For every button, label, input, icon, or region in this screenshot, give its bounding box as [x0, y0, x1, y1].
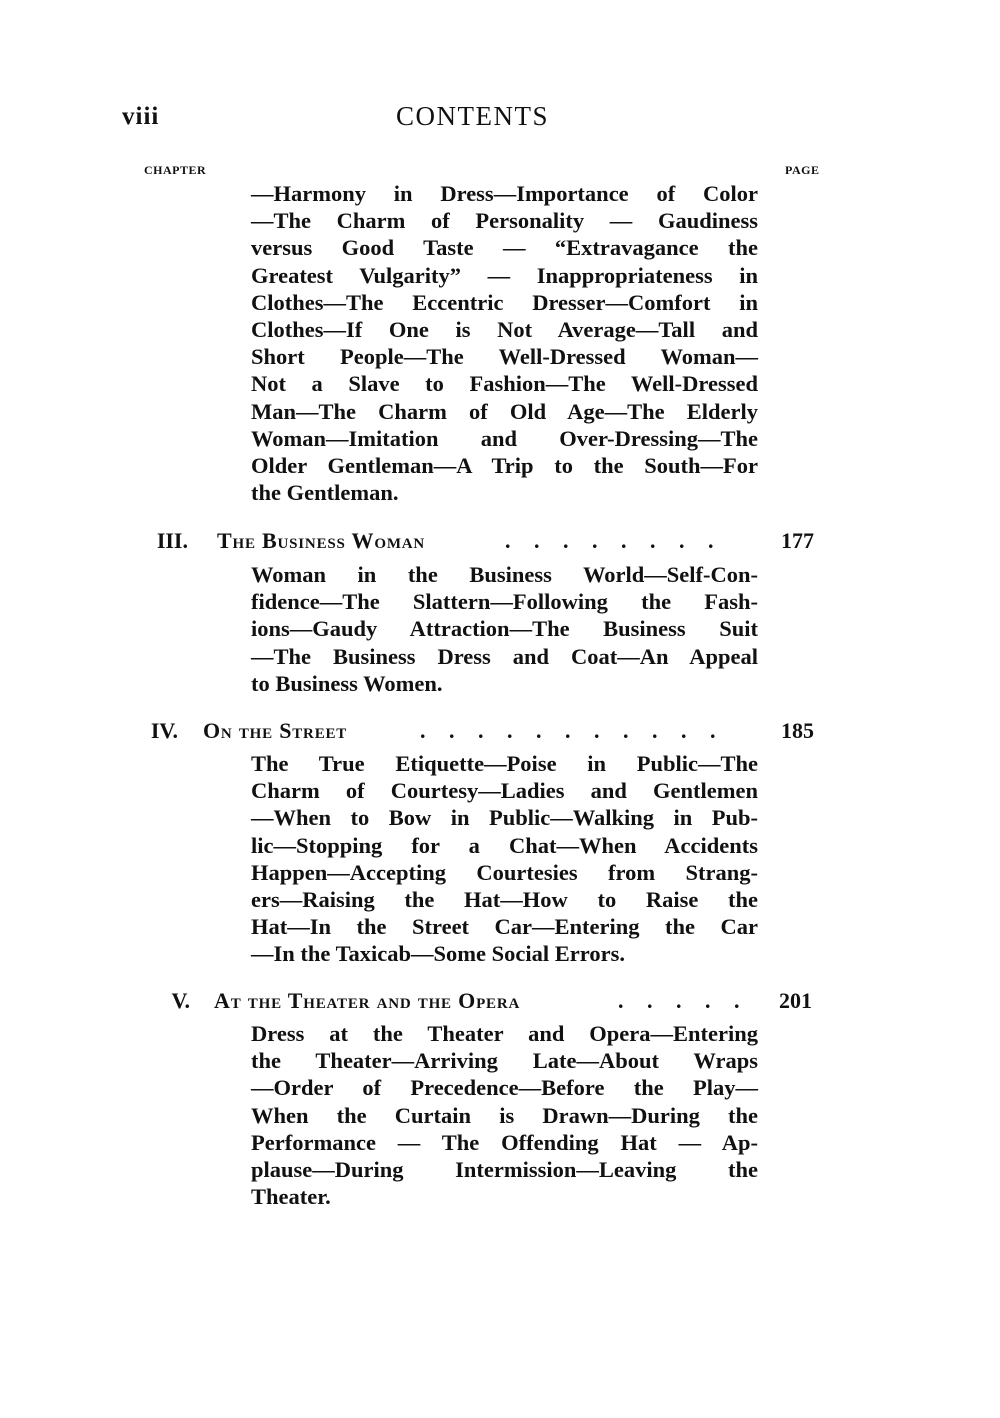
- chapter-numeral: V.: [171, 988, 190, 1013]
- description-line: versus Good Taste — “Extravagance the: [251, 235, 758, 261]
- chapter-4-entry: [0, 718, 1000, 748]
- description-line: Short People—The Well-Dressed Woman—: [251, 344, 758, 370]
- description-line: —Order of Precedence—Before the Play—: [251, 1075, 758, 1101]
- chapter-page-number: 185: [781, 718, 814, 743]
- description-line: the Gentleman.: [251, 480, 399, 506]
- description-line: Happen—Accepting Courtesies from Strang-: [251, 859, 758, 885]
- description-line: Older Gentleman—A Trip to the South—For: [251, 452, 758, 478]
- description-line: —The Business Dress and Coat—An Appeal: [251, 643, 758, 669]
- description-line: fidence—The Slattern—Following the Fash-: [251, 589, 758, 615]
- description-line: Man—The Charm of Old Age—The Elderly: [251, 398, 758, 424]
- description-line: the Theater—Arriving Late—About Wraps: [251, 1048, 758, 1074]
- description-line: —When to Bow in Public—Walking in Pub-: [251, 805, 758, 831]
- description-line: ers—Raising the Hat—How to Raise the: [251, 886, 758, 912]
- description-line: The True Etiquette—Poise in Public—The: [251, 751, 758, 776]
- chapter-page-number: 177: [781, 528, 814, 553]
- description-line: Clothes—The Eccentric Dresser—Comfort in: [251, 289, 758, 315]
- chapter-column-label: CHAPTER: [144, 163, 207, 177]
- description-line: Hat—In the Street Car—Entering the Car: [251, 914, 758, 940]
- chapter-page-number: 201: [779, 988, 812, 1013]
- description-line: to Business Women.: [251, 670, 443, 696]
- chapter-5-entry: [0, 988, 1000, 1018]
- description-line: lic—Stopping for a Chat—When Accidents: [251, 832, 758, 858]
- chapter-title: At the Theater and the Opera: [214, 988, 521, 1013]
- description-line: —In the Taxicab—Some Social Errors.: [251, 941, 625, 967]
- description-line: Dress at the Theater and Opera—Entering: [251, 1021, 758, 1046]
- chapter-numeral: III.: [156, 528, 188, 553]
- description-line: Woman in the Business World—Self-Con-: [251, 562, 758, 587]
- description-line: Not a Slave to Fashion—The Well-Dressed: [251, 371, 758, 397]
- page-number: viii: [122, 103, 160, 130]
- dot-leader: . . . . . . . .: [505, 528, 723, 553]
- description-line: Clothes—If One is Not Average—Tall and: [251, 316, 758, 342]
- description-line: Theater.: [251, 1184, 331, 1210]
- chapter-title: The Business Woman: [217, 528, 426, 553]
- description-line: ions—Gaudy Attraction—The Business Suit: [251, 616, 758, 642]
- description-line: Performance — The Offending Hat — Ap-: [251, 1129, 758, 1155]
- chapter-2-description: [251, 180, 758, 506]
- description-line: When the Curtain is Drawn—During the: [251, 1102, 758, 1128]
- chapter-5-description: [251, 1020, 758, 1210]
- description-line: Woman—Imitation and Over-Dressing—The: [251, 425, 758, 451]
- page-column-label: PAGE: [785, 163, 820, 177]
- chapter-3-entry: [0, 528, 1000, 558]
- chapter-3-description: [251, 561, 758, 697]
- dot-leader: . . . . . . . . . . .: [420, 718, 725, 743]
- description-line: Greatest Vulgarity” — Inappropriateness in: [251, 262, 758, 288]
- description-line: Charm of Courtesy—Ladies and Gentlemen: [251, 778, 758, 804]
- running-head: CONTENTS: [396, 101, 549, 131]
- chapter-4-description: [251, 750, 758, 968]
- description-line: —Harmony in Dress—Importance of Color: [251, 181, 758, 206]
- chapter-numeral: IV.: [150, 718, 178, 743]
- description-line: plause—During Intermission—Leaving the: [251, 1156, 758, 1182]
- chapter-title: On the Street: [203, 718, 348, 743]
- dot-leader: . . . . .: [618, 988, 749, 1013]
- description-line: —The Charm of Personality — Gaudiness: [251, 208, 758, 234]
